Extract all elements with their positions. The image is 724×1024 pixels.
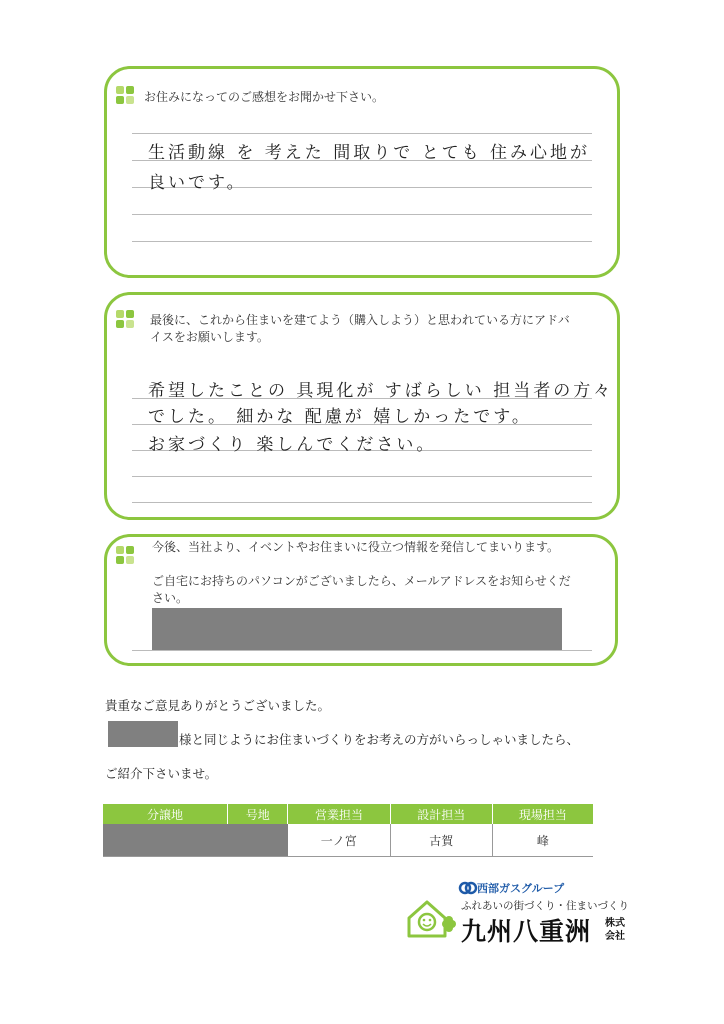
logo-tagline: ふれあいの街づくり・住まいづくり (461, 900, 629, 912)
ruled-line (132, 241, 592, 242)
header-lot: 号地 (227, 804, 288, 824)
referral-line2: ご紹介下さいませ。 (105, 766, 218, 781)
impression-question: お住みになってのご感想をお聞かせ下さい。 (144, 90, 385, 104)
ruled-line (132, 502, 592, 503)
header-subdivision: 分譲地 (103, 804, 227, 824)
thanks-text: 貴重なご意見ありがとうございました。 (105, 698, 331, 713)
design-staff: 古賀 (390, 824, 492, 857)
redacted-name (108, 721, 178, 747)
ruled-line (132, 476, 592, 477)
advice-question: 最後に、これから住まいを建てよう（購入しよう）と思われている方にアドバイスをお願いします。 (150, 313, 570, 344)
clover-icon (116, 310, 136, 330)
logo-company-name: 九州八重洲 (461, 917, 592, 946)
redacted-lot-info (103, 824, 288, 857)
logo-suffix-bottom: 会社 (605, 931, 625, 942)
mail-question-2: ご自宅にお持ちのパソコンがございましたら、メールアドレスをお知らせください。 (152, 574, 571, 605)
handwritten-answer-line: お家づくり 楽しんでください。 (148, 435, 437, 455)
handwritten-answer-line: 生活動線 を 考えた 間取りで とても 住み心地が (148, 143, 591, 163)
clover-icon (116, 546, 136, 566)
mail-question-1: 今後、当社より、イベントやお住まいに役立つ情報を発信してまいります。 (152, 540, 560, 554)
staff-table (103, 804, 593, 857)
referral-line1: 様と同じようにお住まいづくりをお考えの方がいらっしゃいましたら、 (179, 732, 580, 747)
header-sales: 営業担当 (288, 804, 390, 824)
handwritten-answer-line: でした。 細かな 配慮が 嬉しかったです。 (148, 407, 532, 427)
site-staff: 峰 (492, 824, 593, 857)
redacted-email (152, 608, 562, 650)
sales-staff: 一ノ宮 (288, 824, 390, 857)
handwritten-answer-line: 希望したことの 具現化が すばらしい 担当者の方々 (148, 381, 614, 401)
ruled-line (132, 133, 592, 134)
header-site: 現場担当 (492, 804, 593, 824)
company-logo (405, 878, 635, 948)
header-design: 設計担当 (390, 804, 492, 824)
logo-group-name: 西部ガスグループ (477, 882, 565, 895)
logo-suffix-top: 株式 (605, 918, 625, 929)
ruled-line (132, 650, 592, 651)
ruled-line (132, 214, 592, 215)
clover-icon (116, 86, 136, 106)
handwritten-answer-line: 良いです。 (148, 173, 247, 193)
